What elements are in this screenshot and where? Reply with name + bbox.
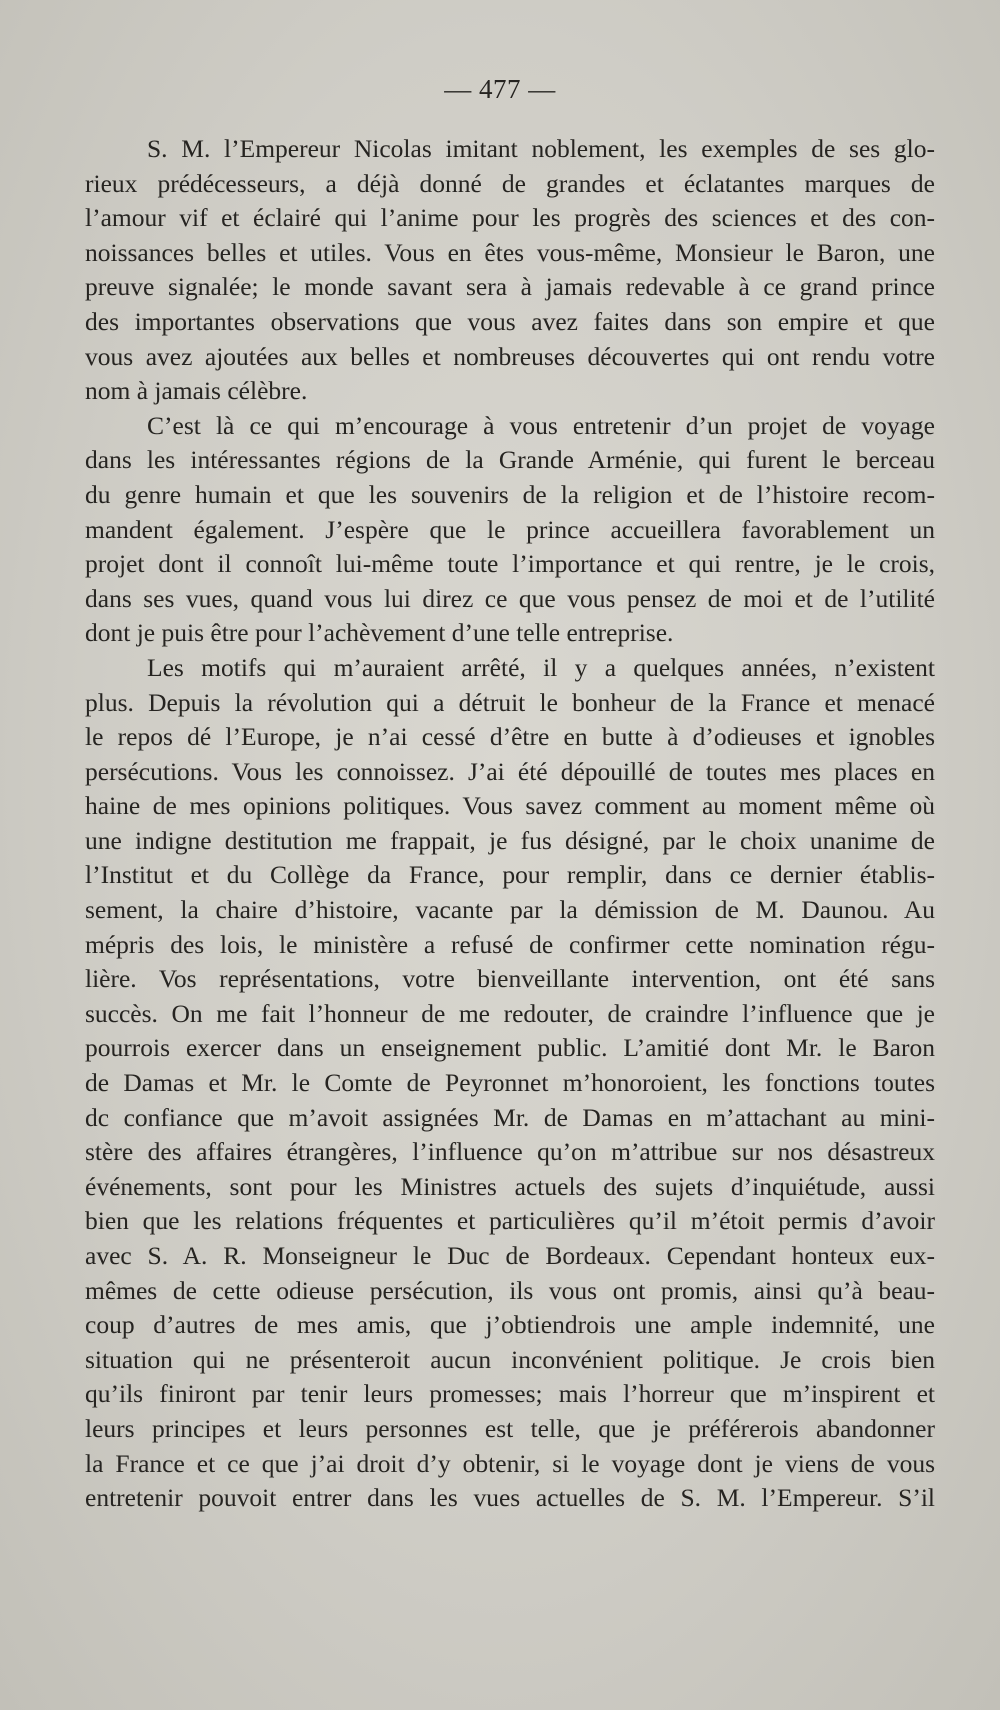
text-line: rieux prédécesseurs, a déjà donné de grandes et éclatantes marques de: [85, 168, 935, 198]
text-line: la France et ce que j’ai droit d’y obtenir, si le voyage dont je viens de vous: [85, 1448, 935, 1478]
text-line: mêmes de cette odieuse persécution, ils vous ont promis, ainsi qu’à beau-: [85, 1275, 935, 1305]
text-line: S. M. l’Empereur Nicolas imitant noblement, les exemples de ses glo-: [147, 134, 935, 163]
text-line: coup d’autres de mes amis, que j’obtiendrois une ample indemnité, une: [85, 1310, 935, 1340]
text-line: vous avez ajoutées aux belles et nombreuses découvertes qui ont rendu votre: [85, 341, 935, 371]
text-line: succès. On me fait l’honneur de me redouter, de craindre l’influence que je: [85, 998, 935, 1028]
text-line: de Damas et Mr. le Comte de Peyronnet m’honoroient, les fonctions toutes: [85, 1068, 935, 1098]
text-line: mépris des lois, le ministère a refusé de confirmer cette nomination régu-: [85, 929, 935, 959]
page-number: — 477 —: [444, 74, 556, 104]
text-line: avec S. A. R. Monseigneur le Duc de Bordeaux. Cependant honteux eux-: [85, 1241, 935, 1270]
text-line: dans les intéressantes régions de la Grande Arménie, qui furent le berceau: [85, 445, 935, 475]
text-line: dc confiance que m’avoit assignées Mr. de Damas en m’attachant au mini-: [85, 1102, 935, 1132]
text-line: stère des affaires étrangères, l’influence qu’on m’attribue sur nos désastreux: [85, 1137, 935, 1167]
text-line: du genre humain et que les souvenirs de la religion et de l’histoire recom-: [85, 479, 935, 509]
text-line: pourrois exercer dans un enseignement public. L’amitié dont Mr. le Baron: [85, 1033, 935, 1063]
text-line: noissances belles et utiles. Vous en êtes vous-même, Monsieur le Baron, une: [85, 237, 935, 267]
paragraph: [85, 132, 935, 409]
text-line: haine de mes opinions politiques. Vous savez comment au moment même où: [85, 791, 935, 821]
text-line: dont je puis être pour l’achèvement d’une telle entreprise.: [85, 618, 674, 648]
text-line: plus. Depuis la révolution qui a détruit le bonheur de la France et menacé: [85, 687, 935, 717]
text-line: dans ses vues, quand vous lui direz ce que vous pensez de moi et de l’utilité: [85, 583, 935, 613]
text-line: le repos dé l’Europe, je n’ai cessé d’être en butte à d’odieuses et ignobles: [85, 722, 935, 752]
text-line: leurs principes et leurs personnes est telle, que je préférerois abandonner: [85, 1413, 935, 1443]
paragraph: [85, 409, 935, 651]
text-line: une indigne destitution me frappait, je fus désigné, par le choix unanime de: [85, 825, 935, 855]
text-line: nom à jamais célèbre.: [85, 376, 308, 406]
text-line: sement, la chaire d’histoire, vacante par la démission de M. Daunou. Au: [85, 895, 935, 925]
text-line: persécutions. Vous les connoissez. J’ai été dépouillé de toutes mes places en: [85, 756, 935, 786]
text-line: preuve signalée; le monde savant sera à jamais redevable à ce grand prince: [85, 272, 935, 302]
text-line: événements, sont pour les Ministres actuels des sujets d’inquiétude, aussi: [85, 1171, 935, 1201]
text-line: C’est là ce qui m’encourage à vous entretenir d’un projet de voyage: [147, 410, 935, 440]
text-line: projet dont il connoît lui-même toute l’importance et qui rentre, je le crois,: [85, 549, 935, 579]
text-line: situation qui ne présenteroit aucun inconvénient politique. Je crois bien: [85, 1344, 935, 1374]
text-line: qu’ils finiront par tenir leurs promesses; mais l’horreur que m’inspirent et: [85, 1379, 935, 1409]
text-line: lière. Vos représentations, votre bienveillante intervention, ont été sans: [85, 964, 935, 994]
body-text: [85, 132, 935, 1516]
text-line: Les motifs qui m’auraient arrêté, il y a quelques années, n’existent: [147, 652, 935, 682]
paragraph: [85, 651, 935, 1516]
text-line: l’Institut et du Collège da France, pour remplir, dans ce dernier établis-: [85, 860, 935, 890]
text-line: bien que les relations fréquentes et particulières qu’il m’étoit permis d’avoir: [85, 1206, 935, 1236]
text-line: des importantes observations que vous avez faites dans son empire et que: [85, 306, 935, 336]
text-line: entretenir pouvoit entrer dans les vues actuelles de S. M. l’Empereur. S’il: [85, 1483, 935, 1513]
text-line: mandent également. J’espère que le prince accueillera favorablement un: [85, 514, 935, 544]
text-line: l’amour vif et éclairé qui l’anime pour les progrès des sciences et des con-: [85, 203, 935, 233]
